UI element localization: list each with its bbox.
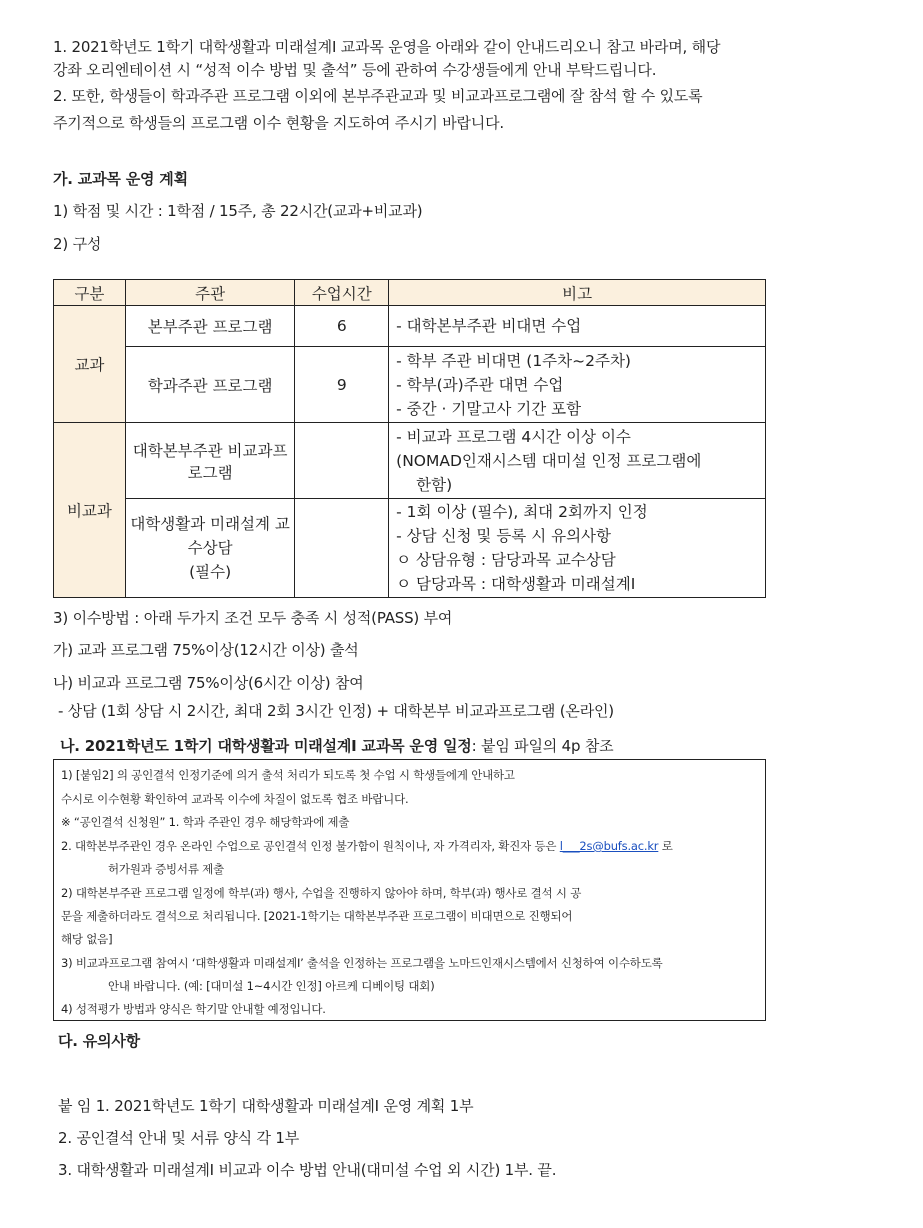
notice-box [53, 759, 766, 1021]
remark-line: ㅇ 담당과목 : 대학생활과 미래설계Ⅰ [396, 575, 636, 593]
intro-line-1: 1. 2021학년도 1학기 대학생활과 미래설계Ⅰ 교과목 운영을 아래와 같이 안내드리오니 참고 바라며, 해당 [53, 38, 721, 56]
completion-condition-a: 가) 교과 프로그램 75%이상(12시간 이상) 출석 [53, 641, 359, 659]
remarks-cell [389, 347, 766, 423]
credit-hours-item: 1) 학점 및 시간 : 1학점 / 15주, 총 22시간(교과+비교과) [53, 202, 423, 220]
notice-line: 4) 성적평가 방법과 양식은 학기말 안내할 예정입니다. [61, 1002, 326, 1016]
remarks-cell [389, 423, 766, 499]
table-header-remarks: 비고 [389, 280, 766, 306]
notice-line: 안내 바랍니다. (예: [대미설 1~4시간 인정] 아르케 디베이팅 대회) [108, 979, 435, 993]
notice-text: 로 [658, 839, 673, 853]
section-ga-heading: 가. 교과목 운영 계획 [53, 170, 188, 188]
attachment-line-1: 붙 임 1. 2021학년도 1학기 대학생활과 미래설계Ⅰ 운영 계획 1부 [58, 1097, 474, 1115]
organizer-cell: 본부주관 프로그램 [125, 306, 295, 347]
section-na-reference: : 붙임 파일의 4p 참조 [471, 737, 614, 755]
notice-line [61, 838, 673, 854]
section-na-heading [60, 735, 613, 756]
table-header-organizer: 주관 [125, 280, 295, 306]
hours-cell [295, 499, 389, 598]
completion-condition-b: 나) 비교과 프로그램 75%이상(6시간 이상) 참여 [53, 674, 364, 692]
notice-line: 문을 제출하더라도 결석으로 처리됩니다. [2021-1학기는 대학본부주관 프로그램이 비대면으로 진행되어 [61, 909, 573, 923]
remark-line: - 학부 주관 비대면 (1주차~2주차) [396, 351, 631, 370]
notice-line: 1) [붙임2] 의 공인결석 인정기준에 의거 출석 처리가 되도록 첫 수업 시 학생들에게 안내하고 [61, 768, 515, 782]
hours-cell: 9 [295, 347, 389, 423]
organizer-line: (필수) [189, 563, 232, 581]
remark-line: - 1회 이상 (필수), 최대 2회까지 인정 [396, 503, 648, 521]
notice-line: 허가원과 증빙서류 제출 [108, 862, 224, 876]
table-row [54, 306, 766, 347]
organizer-cell [125, 499, 295, 598]
notice-text: 2. 대학본부주관인 경우 온라인 수업으로 공인결석 인정 불가함이 원칙이나, 자 가격리자, 확진자 등은 [61, 839, 560, 853]
notice-line: 3) 비교과프로그램 참여시 ‘대학생활과 미래설계Ⅰ’ 출석을 인정하는 프로그램을 노마드인재시스템에서 신청하여 이수하도록 [61, 956, 663, 970]
section-da-heading: 다. 유의사항 [58, 1032, 140, 1050]
remark-line: - 상담 신청 및 등록 시 유의사항 [396, 527, 611, 545]
composition-item: 2) 구성 [53, 235, 102, 253]
notice-line: 2) 대학본부주관 프로그램 일정에 학부(과) 행사, 수업을 진행하지 않아야 하며, 학부(과) 행사로 결석 시 공 [61, 886, 582, 900]
email-link[interactable]: l___2s@bufs.ac.kr [559, 839, 659, 853]
intro-line-2: 강좌 오리엔테이션 시 “성적 이수 방법 및 출석” 등에 관하여 수강생들에게 안내 부탁드립니다. [53, 61, 657, 79]
notice-line: 수시로 이수현황 확인하여 교과목 이수에 차질이 없도록 협조 바랍니다. [61, 792, 409, 806]
section-na-title: 나. 2021학년도 1학기 대학생활과 미래설계Ⅰ 교과목 운영 일정 [60, 737, 472, 755]
organizer-cell: 학과주관 프로그램 [125, 347, 295, 423]
notice-line: ※ “공인결석 신청원” 1. 학과 주관인 경우 해당학과에 제출 [61, 815, 350, 829]
intro-line-4: 주기적으로 학생들의 프로그램 이수 현황을 지도하여 주시기 바랍니다. [53, 114, 504, 132]
intro-line-3: 2. 또한, 학생들이 학과주관 프로그램 이외에 본부주관교과 및 비교과프로그램에 잘 참석 할 수 있도록 [53, 87, 703, 105]
composition-table [53, 279, 766, 598]
attachment-line-2: 2. 공인결석 안내 및 서류 양식 각 1부 [58, 1129, 300, 1147]
category-cell-curricular: 교과 [54, 306, 126, 423]
completion-detail: - 상담 (1회 상담 시 2시간, 최대 2회 3시간 인정) + 대학본부 비교과프로그램 (온라인) [58, 702, 614, 720]
remark-line: ㅇ 상담유형 : 담당과목 교수상담 [396, 551, 616, 569]
notice-line: 해당 없음] [61, 932, 113, 946]
category-cell-extracurricular: 비교과 [54, 423, 126, 598]
hours-cell [295, 423, 389, 499]
remarks-cell [389, 306, 766, 347]
remarks-cell [389, 499, 766, 598]
organizer-line: 대학생활과 미래설계 교수상담 [130, 515, 290, 557]
remark-line: - 학부(과)주관 대면 수업 [396, 375, 564, 394]
organizer-cell: 대학본부주관 비교과프로그램 [125, 423, 295, 499]
table-header-class-hours: 수업시간 [295, 280, 389, 306]
table-row [54, 499, 766, 598]
remark-line: - 비교과 프로그램 4시간 이상 이수 [396, 427, 631, 446]
completion-method: 3) 이수방법 : 아래 두가지 조건 모두 충족 시 성적(PASS) 부여 [53, 609, 453, 627]
remark-line: - 대학본부주관 비대면 수업 [396, 317, 582, 335]
hours-cell: 6 [295, 306, 389, 347]
attachment-line-3: 3. 대학생활과 미래설계Ⅰ 비교과 이수 방법 안내(대미설 수업 외 시간) 1부. 끝. [58, 1161, 557, 1179]
table-header-category: 구분 [54, 280, 126, 306]
table-row [54, 347, 766, 423]
remark-line: 한함) [416, 475, 453, 494]
remark-line: (NOMAD인재시스템 대미설 인정 프로그램에 [396, 451, 702, 470]
table-row [54, 423, 766, 499]
remark-line: - 중간 · 기말고사 기간 포함 [396, 399, 582, 418]
